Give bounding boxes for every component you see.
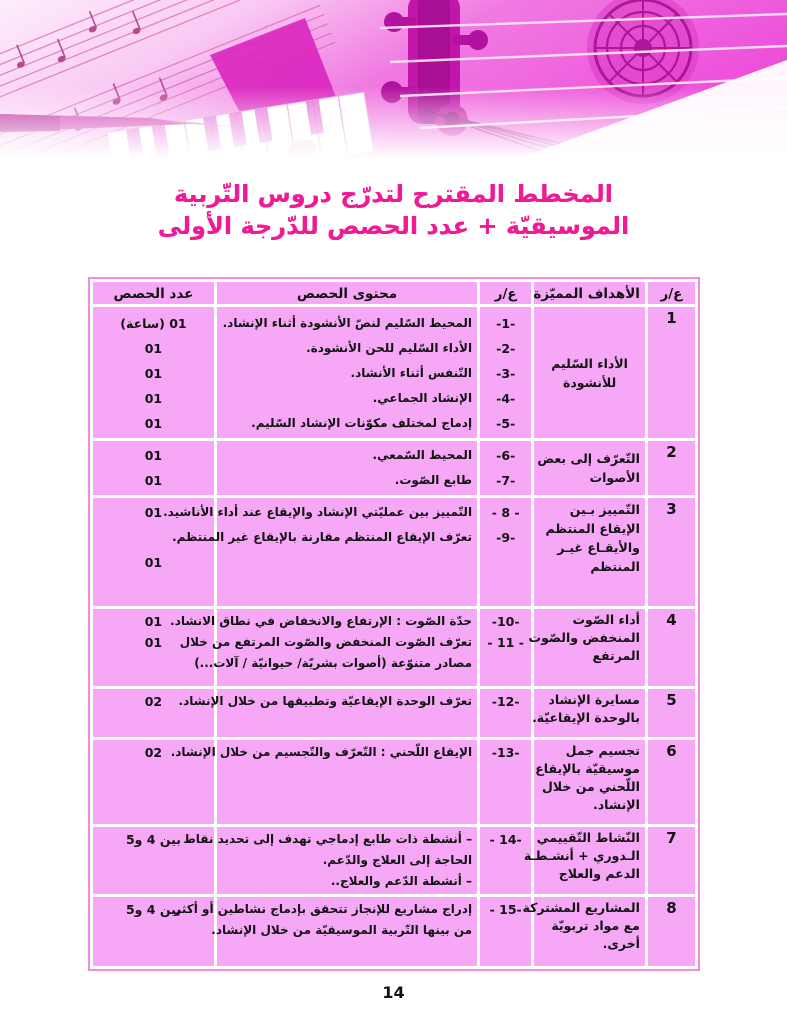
item-number-cell-line: -10-	[491, 614, 520, 629]
objective-cell-line: موسيقيّة بالإيقاع	[535, 761, 640, 776]
page-title-line2: الموسيقيّة + عدد الحصص للدّرجة الأولى	[157, 212, 630, 240]
sessions-cell-line: 01	[144, 505, 163, 520]
table-row	[93, 897, 695, 966]
objective-cell	[522, 897, 645, 966]
objective-cell-line: المنتظم	[590, 559, 640, 574]
content-cell	[178, 689, 477, 737]
content-cell-line: حدّة الصّوت : الإرتفاع والانخفاض في نطاق الانشاد.	[170, 614, 473, 628]
content-cell	[170, 740, 477, 824]
sessions-cell-line: 01	[144, 448, 163, 463]
table-row	[93, 441, 695, 495]
item-number-cell-line: - 8 -	[491, 505, 520, 520]
item-number-cell	[480, 689, 531, 737]
item-number-cell-line: -4-	[496, 391, 516, 406]
item-number-cell	[480, 740, 531, 824]
page-title	[0, 178, 787, 242]
header-banner-image	[0, 0, 787, 158]
objective-cell	[534, 498, 645, 606]
row-number-cell: 7	[648, 827, 695, 894]
sessions-cell-line: 01 (ساعة)	[120, 316, 187, 331]
content-cell-line: الإنشاد الجماعي.	[372, 391, 473, 405]
item-number-cell	[480, 498, 531, 606]
item-number-cell-line: -1-	[496, 316, 516, 331]
item-number-cell	[480, 441, 531, 495]
objective-cell-line: تجسيم جمل	[565, 743, 640, 758]
item-number-cell-line: -14 -	[489, 832, 522, 847]
content-cell-line: الأداء السّليم للحن الأنشودة.	[306, 341, 473, 355]
content-cell-line: طابع الصّوت.	[394, 473, 473, 487]
content-cell-line: تعرّف الصّوت المنخفض والصّوت المرتفع من خلال	[179, 635, 473, 649]
objective-cell-line: أداء الصّوت	[572, 612, 640, 627]
sessions-cell-line: 01	[144, 366, 163, 381]
content-cell	[183, 827, 477, 894]
content-cell-line: تعرّف الوحدة الإيقاعيّة وتطبيقها من خلال الإنشاد.	[178, 694, 473, 708]
item-number-cell-line: -2-	[496, 341, 516, 356]
sessions-cell-line: 01	[144, 416, 163, 431]
objective-cell-line: المشاريع المشتركة	[522, 900, 640, 915]
page-number: 14	[382, 983, 405, 1002]
item-number-cell-line: -6-	[496, 448, 516, 463]
row-number-cell: 3	[648, 498, 695, 606]
table-row	[93, 498, 695, 606]
item-number-cell-line: -9-	[496, 530, 516, 545]
objective-cell	[528, 609, 645, 686]
objective-cell-line: بالوحدة الإيقاعيّة.	[532, 710, 640, 725]
row-number-cell: 5	[648, 689, 695, 737]
table-row	[93, 689, 695, 737]
header-sessions-count: عدد الحصص	[93, 282, 214, 304]
objective-cell-line: الإنشاد.	[593, 797, 640, 812]
content-cell	[217, 307, 477, 438]
objective-cell-line: المرتفع	[592, 648, 640, 663]
objective-cell-line: الإيقاع المنتظم	[545, 521, 640, 536]
lesson-plan-table	[90, 279, 698, 969]
objective-cell	[523, 827, 645, 894]
sessions-cell-line: 02	[144, 745, 163, 760]
objective-cell-line: والأيقـاع غيـر	[557, 540, 640, 555]
content-cell-line: – أنشطة الدّعم والعلاج..	[330, 874, 473, 888]
content-cell	[217, 441, 477, 495]
objective-cell	[534, 740, 645, 824]
row-number-cell: 6	[648, 740, 695, 824]
header-row-number: ع/ر	[648, 282, 695, 304]
content-cell-line: إدراج مشاريع للإنجاز تتحقق بإدماج نشاطين أو أكثر	[174, 902, 473, 916]
table-row	[93, 740, 695, 824]
table-row	[93, 609, 695, 686]
content-cell	[170, 609, 477, 686]
item-number-cell-line: -12-	[491, 694, 520, 709]
sessions-cell	[93, 441, 214, 495]
sessions-cell	[93, 307, 214, 438]
item-number-cell	[480, 307, 531, 438]
content-cell	[163, 498, 477, 606]
sessions-cell-line: 01	[144, 391, 163, 406]
objective-cell-line: التّمييز بـين	[569, 502, 640, 517]
item-number-cell-line: -3-	[496, 366, 516, 381]
content-cell-line: الحاجة إلى العلاج والدّعم.	[322, 853, 473, 867]
sessions-cell-line: بين 4 و5	[125, 832, 181, 847]
objective-cell-line: للأنشودة	[562, 374, 617, 390]
sessions-cell-line: 01	[144, 473, 163, 488]
row-number-cell: 4	[648, 609, 695, 686]
content-cell-line: مصادر متنوّعة (أصوات بشريّة/ حيوانيّة / آلات...)	[194, 656, 473, 670]
sessions-cell-line: بين 4 و5	[125, 902, 181, 917]
objective-cell-line: الأداء السّليم	[551, 355, 628, 371]
table-row	[93, 827, 695, 894]
content-cell-line: المحيط السّمعي.	[372, 448, 473, 462]
objective-cell-line: أخرى.	[602, 936, 640, 951]
objective-cell	[534, 689, 645, 737]
row-number-cell: 2	[648, 441, 695, 495]
content-cell	[174, 897, 477, 966]
table-row	[93, 307, 695, 438]
content-cell-line: التّمييز بين عمليّتي الإنشاد والإيقاع عند أداء الأناشيد.	[163, 505, 473, 519]
sessions-cell-line: 01	[144, 341, 163, 356]
plan-table-body	[93, 307, 695, 966]
objective-cell-line: الأصوات	[589, 470, 640, 485]
objective-cell-line: الـدوري + أنشـطـة	[523, 848, 640, 863]
page-title-line1: المخطط المقترح لتدرّج دروس التّربية	[173, 180, 614, 208]
sessions-cell-line: 02	[144, 694, 163, 709]
row-number-cell: 1	[648, 307, 695, 438]
objective-cell-line: المنخفض والصّوت	[528, 630, 640, 645]
sessions-cell-line: 01	[144, 555, 163, 570]
header-objectives: الأهداف المميّزة	[534, 282, 645, 304]
content-cell-line: تعرّف الإيقاع المنتظم مقارنة بالإيقاع غير المنتظم.	[172, 530, 473, 544]
item-number-cell-line: -5-	[496, 416, 516, 431]
row-number-cell: 8	[648, 897, 695, 966]
sessions-cell-line: 01	[144, 635, 163, 650]
objective-cell	[534, 441, 645, 495]
item-number-cell-line: -13-	[491, 745, 520, 760]
objective-cell-line: النّشاط التّقييمي	[536, 830, 640, 845]
table-header-row	[93, 282, 695, 304]
content-cell-line: المحيط السّليم لنصّ الأنشودة أثناء الإنشاد.	[222, 316, 473, 330]
lesson-plan-table-wrap	[88, 277, 700, 971]
item-number-cell-line: -7-	[496, 473, 516, 488]
item-number-cell-line: - 11 -	[487, 635, 524, 650]
sessions-cell-line: 01	[144, 614, 163, 629]
header-item-number: ع/ر	[480, 282, 531, 304]
item-number-cell-line: -15 -	[489, 902, 522, 917]
content-cell-line: التّنفس أثناء الأنشاد.	[350, 366, 473, 380]
objective-cell-line: التّعرّف إلى بعض	[537, 451, 640, 466]
objective-cell-line: مع مواد تربويّة	[551, 918, 640, 933]
content-cell-line: الإيقاع اللّحني : التّعرّف والتّجسيم من خلال الإنشاد.	[170, 745, 473, 759]
objective-cell-line: مسايرة الإنشاد	[548, 692, 640, 707]
header-content: محتوى الحصص	[217, 282, 477, 304]
objective-cell-line: اللّحني من خلال	[542, 779, 640, 794]
content-cell-line: – أنشطة ذات طابع إدماجي تهدف إلى تحديد نقاط	[183, 832, 473, 846]
objective-cell-line: الدعم والعلاج	[558, 866, 640, 881]
content-cell-line: إدماج لمختلف مكوّنات الإنشاد السّليم.	[251, 416, 473, 430]
content-cell-line: من بينها التّربية الموسيقيّة من خلال الإنشاد.	[211, 923, 473, 937]
item-number-cell	[480, 609, 531, 686]
objective-cell	[534, 307, 645, 438]
